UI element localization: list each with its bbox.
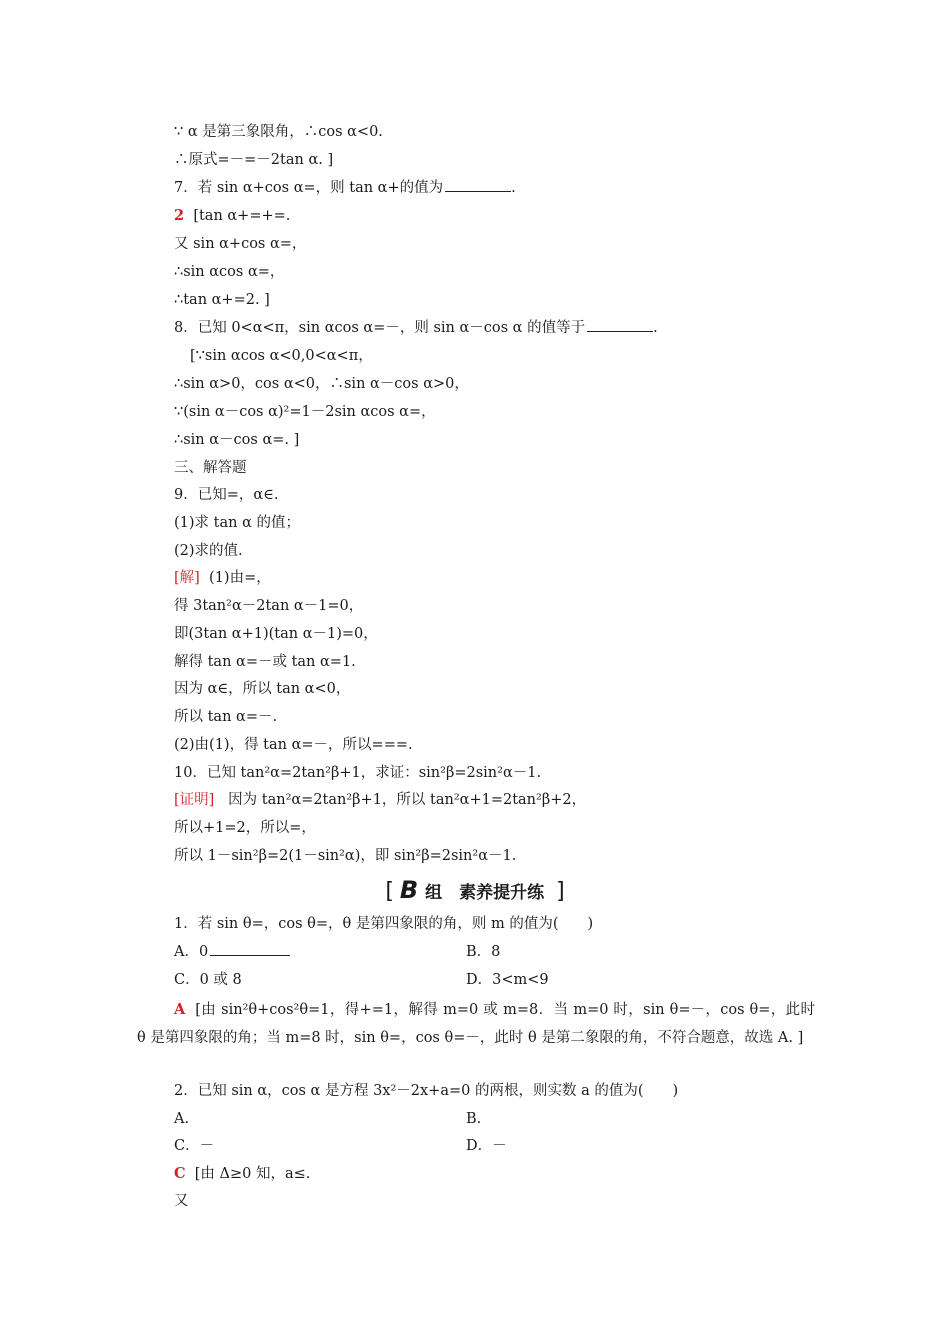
text-line: ∴tan α+=2. ] xyxy=(174,292,270,308)
question-10: 10．已知 tan²α=2tan²β+1，求证：sin²β=2sin²α－1. xyxy=(174,765,542,781)
solution-text: [由 sin²θ+cos²θ=1，得+=1，解得 m=0 或 m=8．当 m=0 时，sin θ=－，cos θ=，此时 θ 是第四象限的角；当 m=8 时，sin θ=，cos θ=－，此时 θ 是第二象限的角，不符合题意，故选 A. ] xyxy=(137,1002,816,1046)
question-8: 8．已知 0<α<π，sin αcos α=－，则 sin α－cos α 的值等于 . xyxy=(174,317,658,339)
text-line: ∴原式=－=－2tan α. ] xyxy=(174,152,334,168)
answer-label: C xyxy=(174,1165,186,1182)
solution-b1 xyxy=(137,996,815,1052)
question-b2: 2．已知 sin α，cos α 是方程 3x²－2x+a=0 的两根，则实数 a 的值为( ) xyxy=(174,1083,679,1099)
text-line: 又 sin α+cos α=， xyxy=(174,236,307,252)
option-a: A．0 xyxy=(174,944,209,960)
options-row xyxy=(174,941,501,963)
option-d: D．－ xyxy=(466,1138,507,1154)
section-heading: 三、解答题 xyxy=(174,460,247,476)
solution-9-line xyxy=(174,567,271,589)
proof-10-line xyxy=(174,789,586,811)
text-line: ∴sin α－cos α=. ] xyxy=(174,432,300,448)
text-line: (2)由(1)，得 tan α=－，所以===. xyxy=(174,737,413,753)
jie-tag: [解] xyxy=(174,570,200,586)
answer-blank xyxy=(210,941,290,956)
section-b-header xyxy=(0,876,950,907)
text-line: ∴sin α>0，cos α<0，∴sin α－cos α>0， xyxy=(174,376,469,392)
text-line: 解得 tan α=－或 tan α=1. xyxy=(174,654,356,670)
solution-text: [由 Δ≥0 知，a≤. xyxy=(194,1166,311,1182)
answer-label: 2 xyxy=(174,207,185,224)
text-line: ∵(sin α－cos α)²=1－2sin αcos α=， xyxy=(174,404,436,420)
section-b-title: 组 素养提升练 xyxy=(425,883,545,903)
text-line: 又 xyxy=(174,1193,189,1209)
text-line: 所以 1－sin²β=2(1－sin²α)，即 sin²β=2sin²α－1. xyxy=(174,848,517,864)
text-line: (1)求 tan α 的值； xyxy=(174,515,300,531)
zhengming-tag: [证明] xyxy=(174,792,215,808)
solution-text: (1)由=， xyxy=(209,570,271,586)
answer-blank xyxy=(445,177,511,192)
solution-text: [tan α+=+=. xyxy=(193,208,291,224)
answer-label: A xyxy=(174,1001,186,1018)
option-c: C．0 或 8 xyxy=(174,972,242,988)
solution-7-line xyxy=(174,205,290,227)
left-bracket: [ xyxy=(385,879,394,904)
question-7-text: 7．若 sin α+cos α=，则 tan α+的值为 xyxy=(174,180,444,196)
option-a: A. xyxy=(174,1111,190,1127)
text-line: 因为 α∈，所以 tan α<0， xyxy=(174,681,351,697)
text-line: (2)求的值. xyxy=(174,543,243,559)
question-9: 9．已知=，α∈. xyxy=(174,487,279,503)
text-line: ∴sin αcos α=， xyxy=(174,264,285,280)
question-b1: 1．若 sin θ=，cos θ=，θ 是第四象限的角，则 m 的值为( ) xyxy=(174,916,594,932)
text-line: 即(3tan α+1)(tan α－1)=0， xyxy=(174,626,378,642)
text-line: 所以 tan α=－. xyxy=(174,709,278,725)
answer-blank xyxy=(587,317,653,332)
question-8-text: 8．已知 0<α<π，sin αcos α=－，则 sin α－cos α 的值等于 xyxy=(174,320,586,336)
right-bracket: ] xyxy=(556,879,565,904)
options-row xyxy=(174,1135,507,1157)
option-d: D．3<m<9 xyxy=(466,972,549,988)
question-7: 7．若 sin α+cos α=，则 tan α+的值为 . xyxy=(174,177,516,199)
text-line: 所以+1=2，所以=， xyxy=(174,820,316,836)
text-line: [∵sin αcos α<0,0<α<π， xyxy=(190,348,373,364)
proof-text: 因为 tan²α=2tan²β+1，所以 tan²α+1=2tan²β+2， xyxy=(228,792,587,808)
option-c: C．－ xyxy=(174,1138,215,1154)
option-b: B. xyxy=(466,1111,482,1127)
text-line: ∵ α 是第三象限角，∴cos α<0. xyxy=(174,124,383,140)
option-b: B．8 xyxy=(466,944,501,960)
solution-b2 xyxy=(174,1163,310,1185)
group-letter: B xyxy=(399,876,420,904)
options-row xyxy=(174,1108,482,1130)
text-line: 得 3tan²α－2tan α－1=0， xyxy=(174,598,364,614)
options-row xyxy=(174,969,549,991)
